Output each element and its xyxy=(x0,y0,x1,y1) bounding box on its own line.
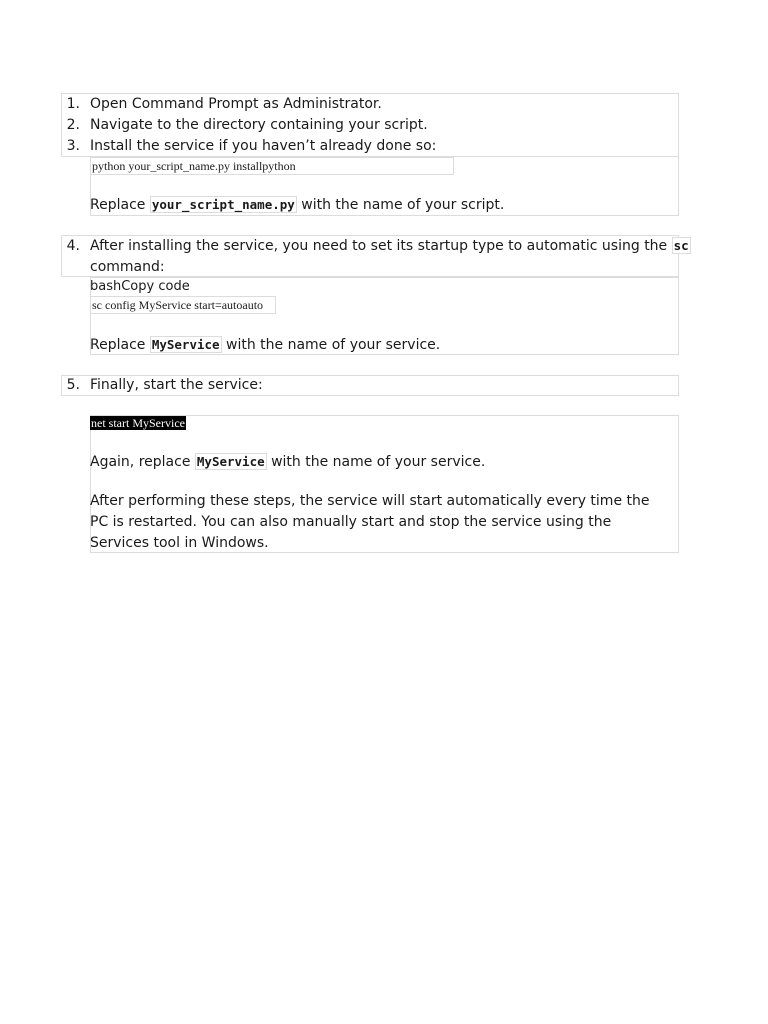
step-1-text: Open Command Prompt as Administrator. xyxy=(90,96,382,112)
step-4-text-continued: command: xyxy=(90,259,165,275)
replace-post-text-2: with the name of your service. xyxy=(221,337,441,353)
start-command: net start MyService xyxy=(91,416,185,430)
bash-copy-code-label: bashCopy code xyxy=(90,279,190,294)
step-1-number: 1. xyxy=(66,96,80,112)
step-4-text-pre: After installing the service, you need to set its startup type to automatic using the xyxy=(90,238,672,254)
step-4-text xyxy=(90,236,691,256)
again-replace-post: with the name of your service. xyxy=(266,454,486,470)
replace-script-instruction xyxy=(90,195,504,215)
config-command: sc config MyService start=autoauto xyxy=(92,298,264,312)
step-4-number: 4. xyxy=(66,238,80,254)
replace-service-instruction xyxy=(90,335,440,355)
step-3-text: Install the service if you haven’t already done so: xyxy=(90,138,437,154)
service-name-code: MyService xyxy=(151,337,220,352)
sc-code: sc xyxy=(673,238,689,253)
step-2-text: Navigate to the directory containing your script. xyxy=(90,117,428,133)
again-replace-instruction xyxy=(90,452,485,472)
step-5-text: Finally, start the service: xyxy=(90,377,263,393)
closing-paragraph: After performing these steps, the service will start automatically every time the PC is restarted. You can also manually start and stop the service using the Services tool in Windows. xyxy=(90,493,650,551)
step-2-number: 2. xyxy=(66,117,80,133)
step-5-number: 5. xyxy=(66,377,80,393)
replace-pre-text-2: Replace xyxy=(90,337,150,353)
service-name-code-2: MyService xyxy=(196,454,265,469)
step-3-number: 3. xyxy=(66,138,80,154)
again-replace-pre: Again, replace xyxy=(90,454,195,470)
install-command: python your_script_name.py installpython xyxy=(92,159,296,173)
replace-pre-text: Replace xyxy=(90,197,150,213)
replace-post-text: with the name of your script. xyxy=(296,197,505,213)
script-name-code: your_script_name.py xyxy=(151,197,295,212)
